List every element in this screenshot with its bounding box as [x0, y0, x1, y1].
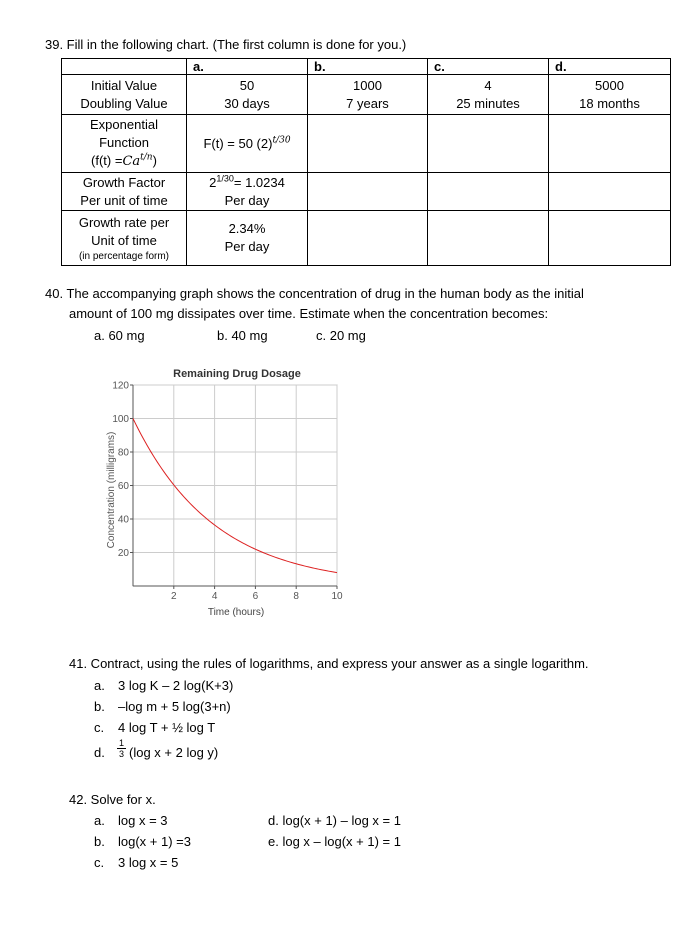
exp-b-cell[interactable] [308, 115, 428, 173]
data-point-3 [194, 508, 195, 509]
data-point-8 [296, 564, 297, 565]
exp-label-2: Function [99, 135, 149, 150]
gr-label-3: (in percentage form) [78, 250, 170, 262]
gr-label-2: Unit of time [91, 232, 157, 248]
row-label-growth-factor [62, 173, 187, 211]
row-label-initial-doubling [62, 75, 187, 115]
x-tick-label-6: 6 [252, 591, 259, 602]
gf-a-exponent: 1/30 [216, 173, 234, 184]
data-point-1 [153, 457, 154, 458]
q41-prompt: 41. Contract, using the rules of logarithms, and express your answer as a single logarithm. [69, 656, 589, 671]
gr-c-cell[interactable] [428, 211, 549, 266]
q42-a: log x = 3 [118, 813, 168, 828]
doubling-d: 18 months [579, 95, 640, 111]
x-tick-label-2: 2 [171, 591, 177, 602]
q41-c-letter: c. [94, 720, 105, 735]
chart-title: Remaining Drug Dosage [173, 368, 301, 380]
q40-option-a: a. 60 mg [94, 328, 145, 343]
q39-prompt: 39. Fill in the following chart. (The first column is done for you.) [45, 37, 407, 52]
gf-a-unit: Per day [224, 192, 270, 208]
gr-a-unit: Per day [224, 239, 270, 254]
col-header-d: d. [549, 59, 671, 75]
gf-d-cell[interactable] [549, 173, 671, 211]
q41-d: (log x + 2 log y) [129, 745, 219, 760]
initial-d: 5000 [595, 77, 624, 93]
cell-c-initial-doubling [428, 75, 549, 115]
corner-cell [62, 59, 187, 75]
gf-a-value [187, 174, 307, 192]
gf-a-result: = 1.0234 [233, 174, 285, 190]
doubling-a: 30 days [224, 95, 270, 111]
y-tick-label-20: 20 [117, 548, 129, 559]
q41-d-fraction [117, 738, 126, 759]
q41-a-letter: a. [94, 678, 105, 693]
q39-chart-table [61, 58, 671, 266]
row-label-growth-rate [62, 211, 187, 266]
q41-a: 3 log K – 2 log(K+3) [118, 678, 234, 693]
q40-option-b: b. 40 mg [217, 328, 268, 343]
exp-a-cell [187, 115, 308, 173]
cell-b-initial-doubling [308, 75, 428, 115]
chart-grid [133, 385, 337, 586]
chart-xlabel: Time (hours) [207, 607, 265, 618]
gr-b-cell[interactable] [308, 211, 428, 266]
q42-e: e. log x – log(x + 1) = 1 [268, 834, 401, 849]
exp-label-3b: Ca [122, 154, 141, 169]
gf-label-2: Per unit of time [80, 192, 168, 208]
q41-b: –log m + 5 log(3+n) [118, 699, 231, 714]
drug-dosage-chart [100, 360, 360, 625]
y-tick-label-80: 80 [117, 447, 129, 459]
exp-label-3a: (f(t) = [91, 153, 123, 168]
col-header-c: c. [428, 59, 549, 75]
x-tick-label-10: 10 [331, 591, 343, 602]
gr-label-1: Growth rate per [78, 214, 170, 230]
exp-a-base: F(t) = 50 (2) [203, 135, 273, 151]
gr-a-cell [187, 211, 308, 266]
initial-a: 50 [239, 77, 255, 93]
gf-a-base: 2 [209, 174, 217, 190]
y-tick-label-60: 60 [117, 481, 129, 492]
initial-c: 4 [484, 77, 492, 93]
exp-label-3 [62, 152, 186, 171]
initial-b: 1000 [353, 77, 382, 93]
q42-prompt: 42. Solve for x. [69, 792, 156, 807]
data-point-0 [133, 418, 134, 419]
q42-c-letter: c. [94, 855, 105, 870]
gf-b-cell[interactable] [308, 173, 428, 211]
q42-b-letter: b. [94, 834, 105, 849]
q42-d: d. log(x + 1) – log x = 1 [268, 813, 401, 828]
chart-ylabel: Concentration (milligrams) [106, 431, 117, 549]
q41-b-letter: b. [94, 699, 105, 714]
doubling-value-label: Doubling Value [80, 95, 168, 111]
data-point-6 [255, 550, 256, 551]
q40-line1: 40. The accompanying graph shows the concentration of drug in the human body as the initial [45, 286, 584, 301]
exp-label-3d: ) [152, 153, 157, 168]
exp-label-1: Exponential [90, 117, 158, 132]
cell-d-initial-doubling [549, 75, 671, 115]
q42-c: 3 log x = 5 [118, 855, 179, 870]
q40-option-c: c. 20 mg [316, 328, 366, 343]
gf-a-cell [187, 173, 308, 211]
data-point-9 [316, 569, 317, 570]
q42-b: log(x + 1) =3 [118, 834, 191, 849]
data-point-5 [235, 539, 236, 540]
q41-d-letter: d. [94, 745, 105, 760]
col-header-b: b. [308, 59, 428, 75]
row-label-exponential [62, 115, 187, 173]
doubling-c: 25 minutes [456, 95, 520, 111]
q41-d-denominator: 3 [118, 749, 124, 759]
q42-a-letter: a. [94, 813, 105, 828]
exp-c-cell[interactable] [428, 115, 549, 173]
doubling-b: 7 years [346, 95, 389, 111]
q40-line2: amount of 100 mg dissipates over time. Estimate when the concentration becomes: [69, 306, 549, 321]
initial-value-label: Initial Value [90, 77, 158, 93]
exp-d-cell[interactable] [549, 115, 671, 173]
y-tick-label-100: 100 [112, 414, 129, 425]
exp-label-3c: t/n [140, 152, 153, 163]
cell-a-initial-doubling [187, 75, 308, 115]
exp-a-exponent: t/30 [272, 135, 291, 146]
gr-d-cell[interactable] [549, 211, 671, 266]
q41-d-numerator: 1 [118, 738, 124, 748]
gf-label-1: Growth Factor [82, 174, 166, 190]
gr-a-value: 2.34% [228, 221, 266, 236]
col-header-a: a. [187, 59, 308, 75]
x-tick-label-4: 4 [211, 591, 218, 602]
data-point-2 [173, 485, 174, 486]
gf-c-cell[interactable] [428, 173, 549, 211]
y-tick-label-120: 120 [112, 380, 129, 392]
q41-c: 4 log T + ½ log T [118, 720, 216, 735]
x-tick-label-8: 8 [293, 591, 299, 602]
data-point-10 [337, 572, 338, 573]
data-point-4 [214, 525, 215, 526]
data-point-7 [275, 559, 276, 560]
y-tick-label-40: 40 [117, 514, 129, 526]
